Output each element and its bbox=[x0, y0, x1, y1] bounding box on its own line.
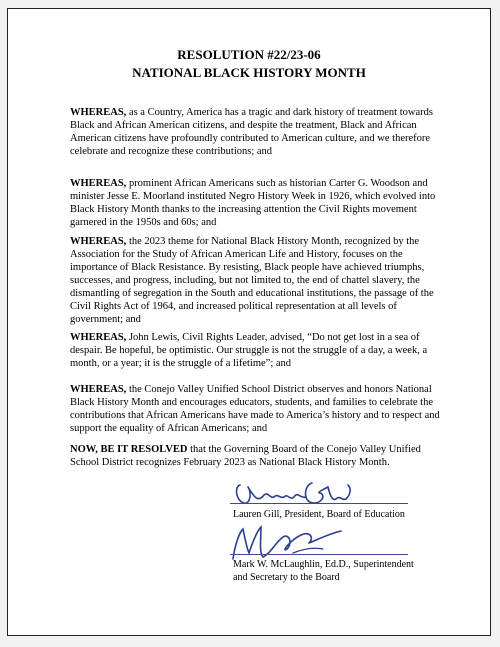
whereas-paragraph-2 bbox=[70, 177, 441, 229]
paragraph-keyword: NOW, BE IT RESOLVED bbox=[70, 444, 188, 455]
resolution-page bbox=[7, 8, 491, 636]
superintendent-signature-line bbox=[230, 554, 408, 555]
whereas-paragraph-3 bbox=[70, 235, 441, 326]
resolved-paragraph bbox=[70, 443, 441, 469]
superintendent-role: and Secretary to the Board bbox=[233, 572, 340, 583]
paragraph-text: that the Governing Board of the Conejo Valley Unified School District recognizes February 2023 as National Black History Month. bbox=[70, 444, 421, 468]
resolution-title: NATIONAL BLACK HISTORY MONTH bbox=[132, 65, 366, 80]
resolution-number: RESOLUTION #22/23-06 bbox=[177, 47, 321, 62]
paragraph-keyword: WHEREAS, bbox=[70, 107, 127, 118]
paragraph-text: the 2023 theme for National Black History Month, recognized by the Association for the Study of African American Life and History, focuses on the importance of Black Resistance. By resisting, Black people have achieved triumphs, successes, and progress, including, but not limited to, the end of chattel slavery, the dismantling of segregation in the South and educational institutions, the passage of the Civil Rights Act of 1964, and increased political representation at all levels of government; and bbox=[70, 236, 434, 325]
paragraph-keyword: WHEREAS, bbox=[70, 236, 127, 247]
whereas-paragraph-1 bbox=[70, 106, 441, 158]
paragraph-keyword: WHEREAS, bbox=[70, 332, 127, 343]
paragraph-keyword: WHEREAS, bbox=[70, 384, 127, 395]
paragraph-text: John Lewis, Civil Rights Leader, advised, “Do not get lost in a sea of despair. Be hopeful, be optimistic. Our struggle is not the struggle of a day, a week, a month, or a year; it is the struggle of a lifetime”; and bbox=[70, 332, 428, 369]
president-signature-line bbox=[230, 503, 408, 504]
president-name-title: Lauren Gill, President, Board of Education bbox=[233, 509, 405, 520]
paragraph-text: the Conejo Valley Unified School District observes and honors National Black History Month and encourages educators, students, and families to celebrate the contributions that African Americans have made to America’s history and to respect and support the equality of African Americans; and bbox=[70, 384, 440, 434]
paragraph-text: as a Country, America has a tragic and dark history of treatment towards Black and African American citizens, and despite the treatment, Black and African American citizens have profoundly contributed to American culture, and we therefore celebrate and recognize these contributions; and bbox=[70, 107, 433, 157]
paragraph-keyword: WHEREAS, bbox=[70, 178, 127, 189]
paragraph-text: prominent African Americans such as historian Carter G. Woodson and minister Jesse E. Moorland instituted Negro History Week in 1926, which evolved into Black History Month thanks to the increasing attention the Civil Rights movement garnered in the 1950s and 60s; and bbox=[70, 178, 436, 228]
whereas-paragraph-4 bbox=[70, 331, 441, 370]
superintendent-name-title: Mark W. McLaughlin, Ed.D., Superintendent bbox=[233, 559, 414, 570]
whereas-paragraph-5 bbox=[70, 383, 441, 435]
